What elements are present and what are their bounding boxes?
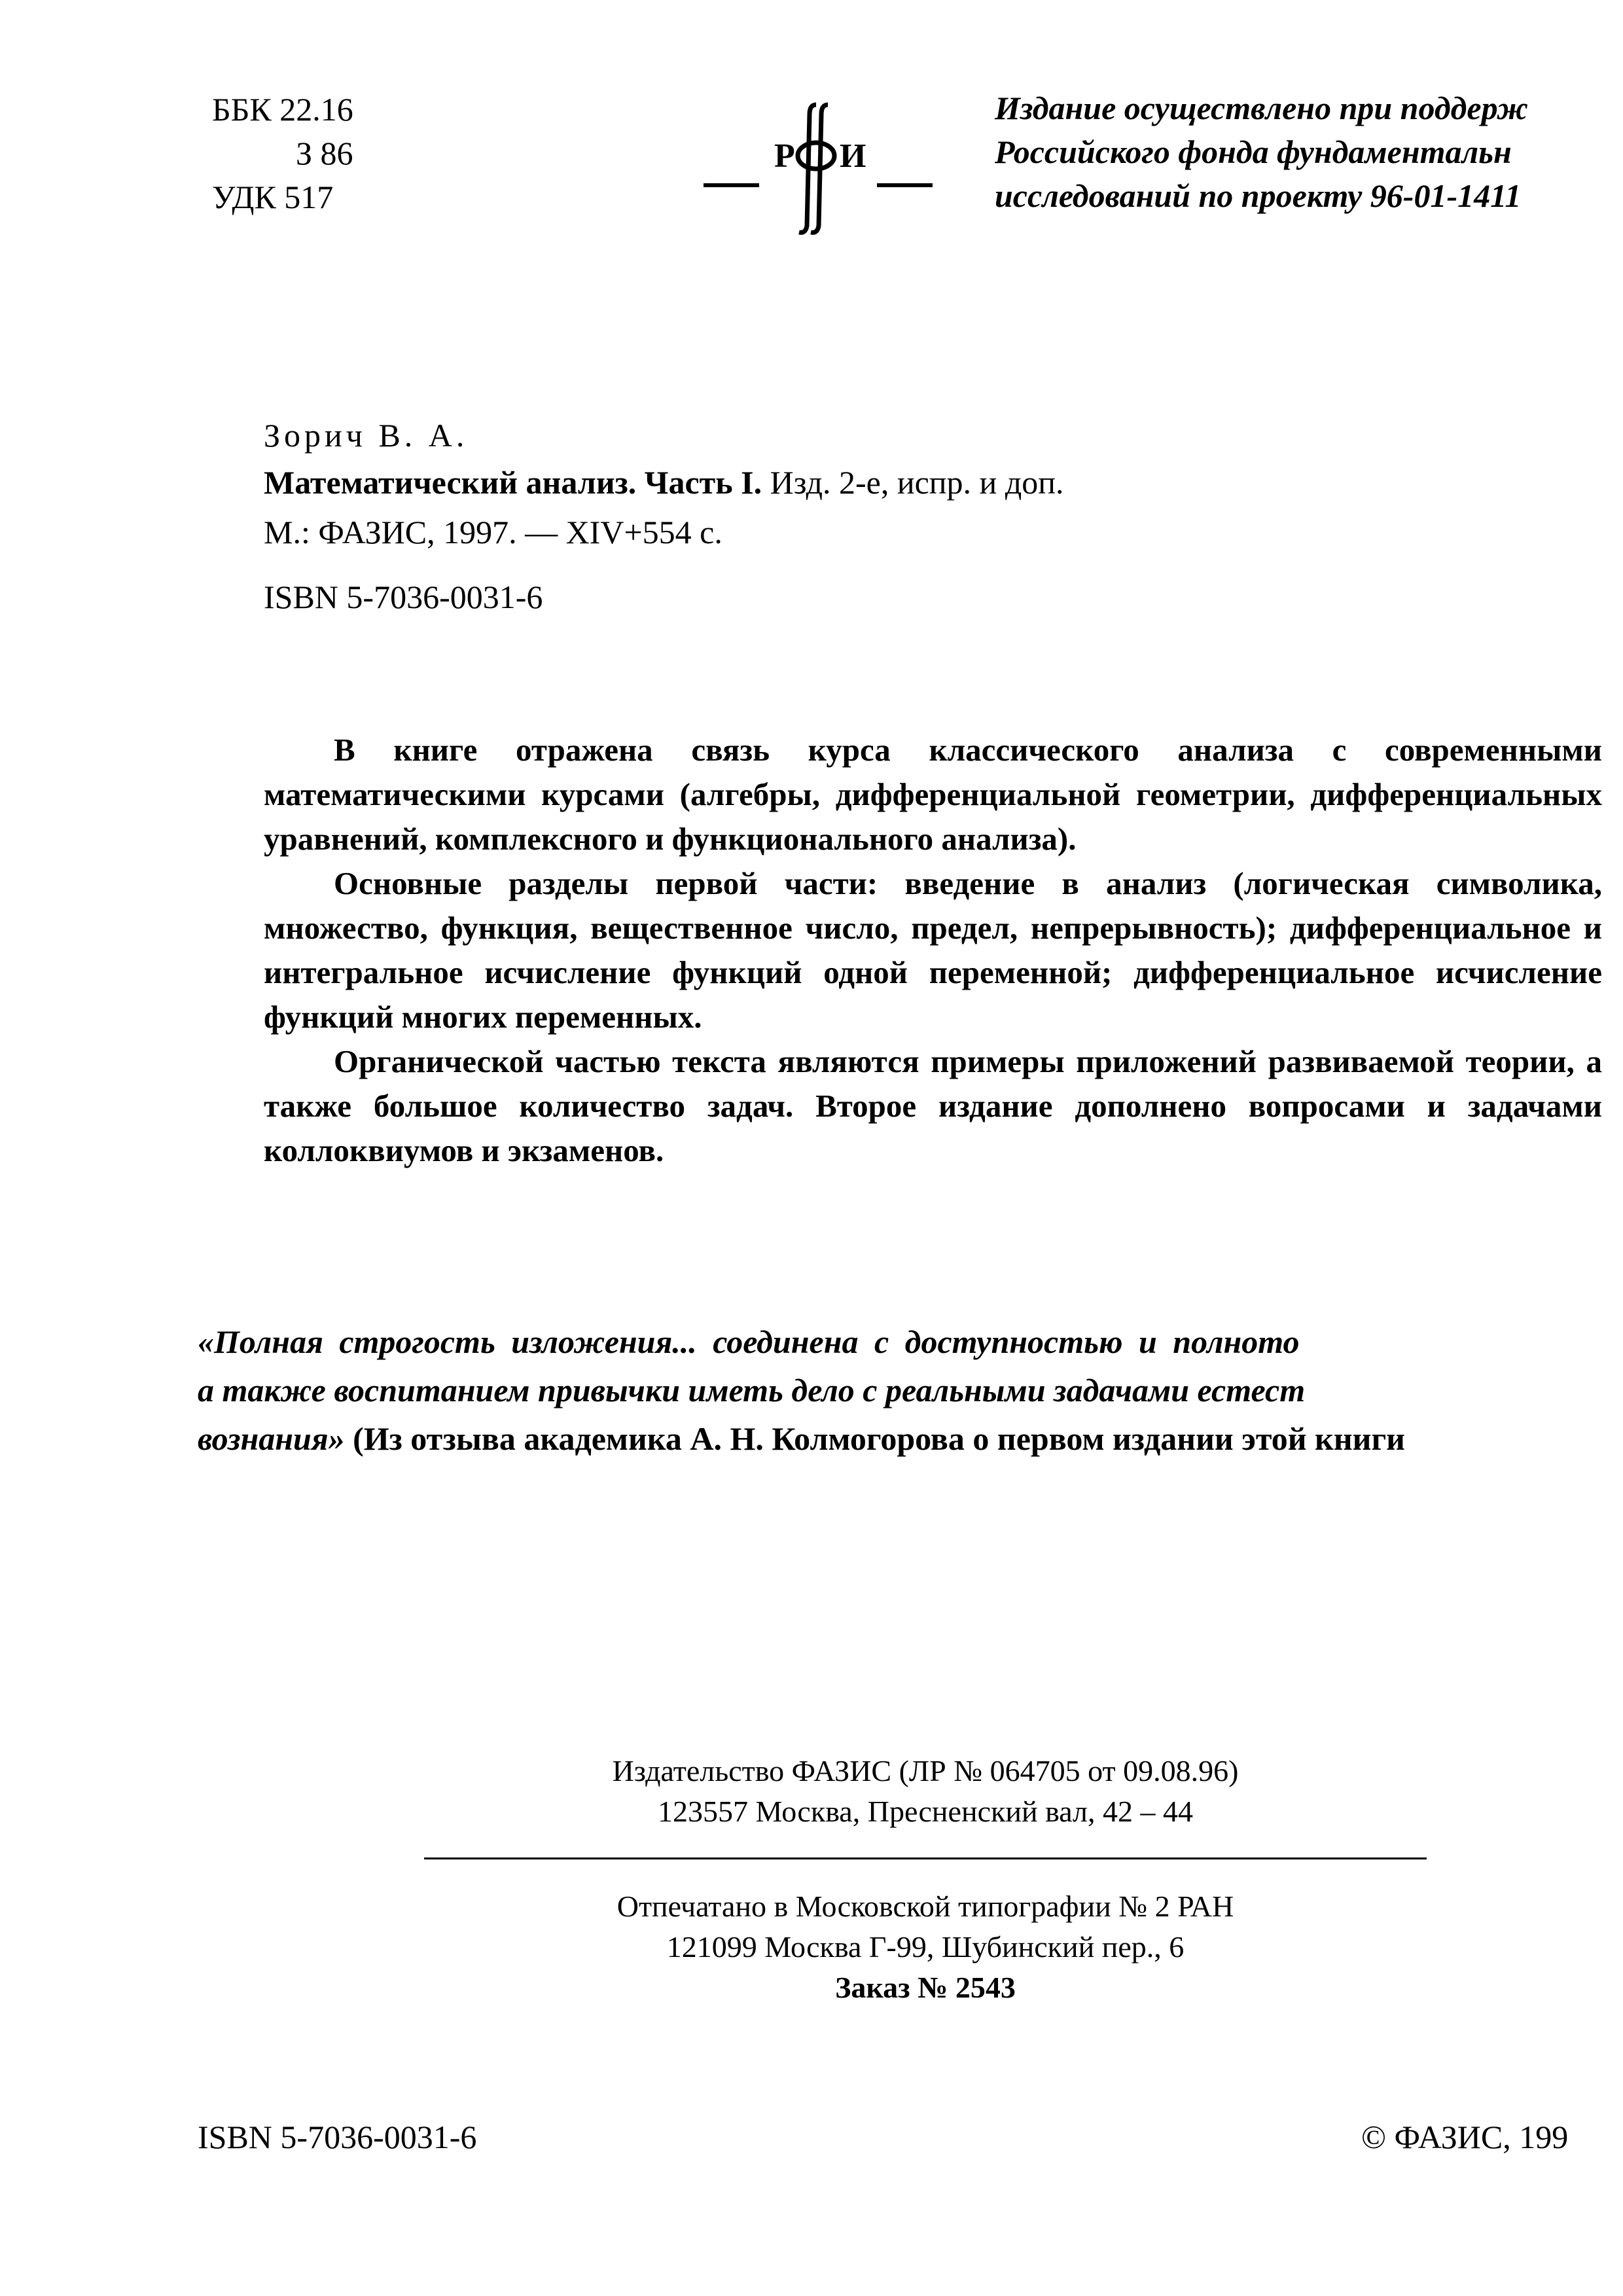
- abstract-paragraph: Органической частью текста являются примеры приложений развиваемой теории, а также большое количество задач. Второе издание дополнено вопросами и задачами коллоквиумов и экзаменов.: [264, 1043, 1602, 1168]
- support-note-line: исследований по проекту 96-01-1411: [995, 177, 1522, 214]
- isbn-bottom: ISBN 5-7036-0031-6: [198, 2119, 477, 2155]
- udk-code: УДК 517: [212, 179, 334, 215]
- author: Зорич В. А.: [264, 417, 469, 454]
- book-title: Математический анализ. Часть I.: [264, 464, 762, 501]
- order-number: Заказ № 2543: [835, 1971, 1016, 2004]
- printer-address: 121099 Москва Г-99, Шубинский пер., 6: [666, 1930, 1185, 1964]
- quote-line-end: вознания»: [198, 1420, 345, 1457]
- printer-info: [424, 1886, 1427, 2008]
- support-note-line: Российского фонда фундаментальн: [995, 134, 1512, 170]
- isbn-top: ISBN 5-7036-0031-6: [264, 579, 543, 615]
- bbk-code: ББК 22.16: [212, 91, 353, 128]
- author-mark: З 86: [296, 135, 353, 171]
- abstract-paragraph: В книге отражена связь курса классического анализа с современными математическими курсами (алгебры, дифференциальной геометрии, дифференциальных уравнений, комплексного и функционального анализа).: [264, 732, 1602, 857]
- svg-text:И: И: [840, 137, 866, 175]
- rffi-logo: [697, 98, 939, 236]
- quote-source: (Из отзыва академика А. Н. Колмогорова о первом издании этой книги: [344, 1420, 1405, 1457]
- quote-line: а также воспитанием привычки иметь дело с реальными задачами естест: [198, 1372, 1306, 1408]
- copyright: © ФАЗИС, 199: [1361, 2119, 1569, 2155]
- publisher-address: 123557 Москва, Пресненский вал, 42 – 44: [658, 1795, 1193, 1828]
- publisher-name: Издательство ФАЗИС (ЛР № 064705 от 09.08.96): [612, 1754, 1239, 1787]
- publisher-info: [424, 1751, 1427, 1832]
- abstract: [264, 728, 1602, 1173]
- imprint: М.: ФАЗИС, 1997. — XIV+554 с.: [264, 514, 722, 550]
- abstract-paragraph: Основные разделы первой части: введение в анализ (логическая символика, множество, функция, вещественное число, предел, непрерывность); дифференциальное и интегральное исчисление функций одной переменной; дифференциальное исчисление функций многих переменных.: [264, 865, 1602, 1035]
- divider: [424, 1857, 1427, 1859]
- svg-text:Р: Р: [774, 137, 795, 175]
- support-note-line: Издание осуществлено при поддерж: [995, 90, 1528, 126]
- printer-name: Отпечатано в Московской типографии № 2 РАН: [616, 1890, 1234, 1923]
- edition: Изд. 2-е, испр. и доп.: [770, 464, 1064, 501]
- quote-line: «Полная строгость изложения... соединена с доступностью и полното: [198, 1323, 1300, 1360]
